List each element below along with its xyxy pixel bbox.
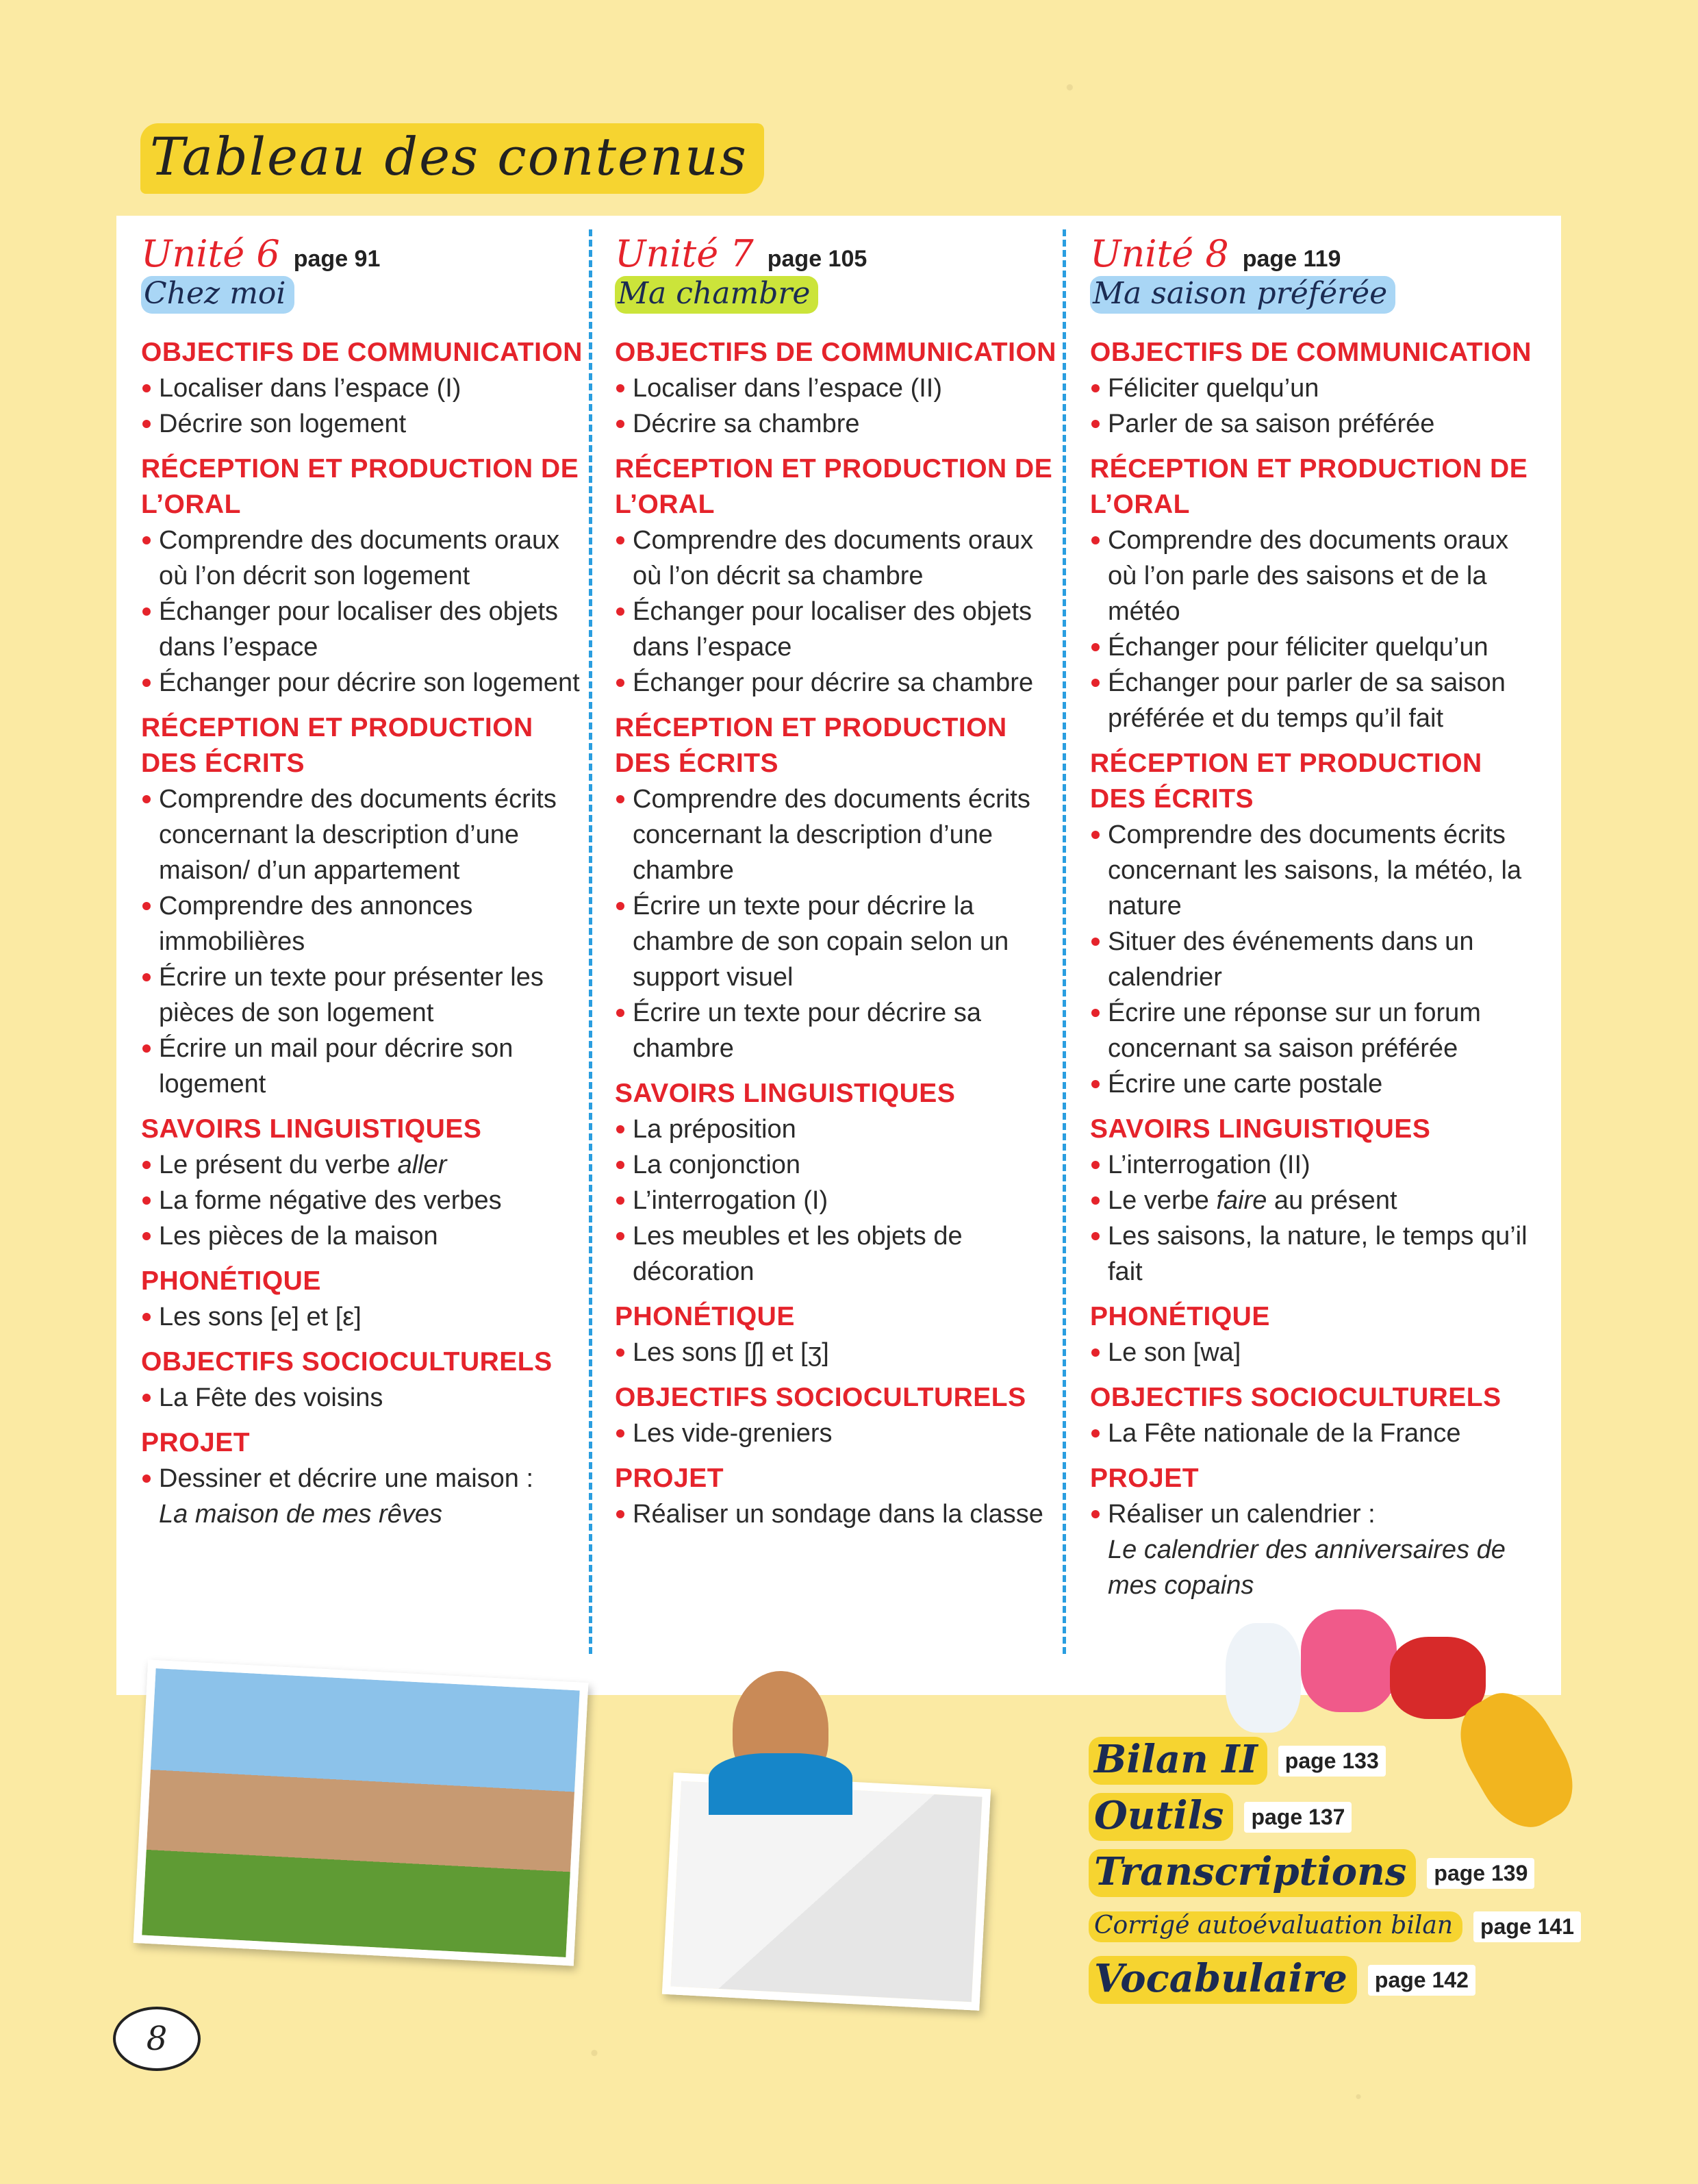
- link-page-ref: page 142: [1368, 1965, 1475, 1996]
- section-list: [615, 371, 1067, 442]
- list-item: L’interrogation (I): [615, 1183, 1067, 1218]
- section-list: [615, 1496, 1067, 1532]
- list-item: Le verbe faire au présent: [1090, 1183, 1542, 1218]
- list-item: Localiser dans l’espace (I): [141, 371, 593, 406]
- link-title[interactable]: Vocabulaire: [1089, 1956, 1357, 2004]
- section-list: [615, 523, 1067, 701]
- list-item: Comprendre des documents oraux où l’on décrit son logement: [141, 523, 593, 594]
- list-item: Comprendre des documents écrits concernant les saisons, la météo, la nature: [1090, 817, 1542, 924]
- unit-column: [141, 232, 593, 1532]
- section-list: [1090, 371, 1542, 442]
- page-title: Tableau des contenus: [140, 123, 764, 194]
- unit-column: [615, 232, 1067, 1532]
- list-item: Décrire son logement: [141, 406, 593, 442]
- list-item: Le présent du verbe aller: [141, 1147, 593, 1183]
- list-item: Réaliser un sondage dans la classe: [615, 1496, 1067, 1532]
- unit-title: Unité 6: [141, 232, 280, 275]
- unit-page-ref: page 119: [1242, 246, 1341, 272]
- unit-subtitle: Ma saison préférée: [1090, 276, 1395, 314]
- section-heading: SAVOIRS LINGUISTIQUES: [615, 1079, 956, 1108]
- unit-header: [141, 232, 593, 276]
- section-heading: PROJET: [141, 1428, 251, 1457]
- link-title[interactable]: Transcriptions: [1089, 1849, 1416, 1897]
- list-item: Comprendre des annonces immobilières: [141, 888, 593, 959]
- list-item: Féliciter quelqu’un: [1090, 371, 1542, 406]
- section-list: [1090, 1335, 1542, 1370]
- list-item: La forme négative des verbes: [141, 1183, 593, 1218]
- section-heading: OBJECTIFS DE COMMUNICATION: [1090, 338, 1532, 367]
- section-list: [141, 523, 593, 701]
- section-heading: PHONÉTIQUE: [141, 1266, 321, 1296]
- section-heading: RÉCEPTION ET PRODUCTION DES ÉCRITS: [1090, 749, 1482, 814]
- list-item: Échanger pour localiser des objets dans l’espace: [141, 594, 593, 665]
- link-title[interactable]: Outils: [1089, 1793, 1233, 1841]
- unit-header: [1090, 232, 1542, 276]
- link-row[interactable]: [1089, 1733, 1581, 1789]
- section-list: [615, 1335, 1067, 1370]
- section-heading: OBJECTIFS SOCIOCULTURELS: [615, 1383, 1026, 1412]
- section-list: [615, 1112, 1067, 1290]
- section-list: [141, 781, 593, 1102]
- section-list: [141, 1299, 593, 1335]
- list-item: Comprendre des documents écrits concernant la description d’une maison/ d’un appartement: [141, 781, 593, 888]
- link-row[interactable]: [1089, 1845, 1581, 1901]
- house-photo: [134, 1659, 589, 1966]
- link-page-ref: page 139: [1427, 1858, 1534, 1889]
- link-title[interactable]: Corrigé autoévaluation bilan: [1089, 1911, 1462, 1942]
- section-heading: RÉCEPTION ET PRODUCTION DE L’ORAL: [1090, 454, 1528, 519]
- section-list: [1090, 523, 1542, 736]
- section-heading: PROJET: [1090, 1464, 1200, 1493]
- unit-title: Unité 8: [1090, 232, 1229, 275]
- list-item: Réaliser un calendrier : Le calendrier des anniversaires de mes copains: [1090, 1496, 1542, 1603]
- section-list: [141, 1461, 593, 1532]
- section-list: [1090, 817, 1542, 1102]
- list-item: La conjonction: [615, 1147, 1067, 1183]
- link-title[interactable]: Bilan II: [1089, 1737, 1267, 1785]
- list-item: Décrire sa chambre: [615, 406, 1067, 442]
- section-list: [1090, 1147, 1542, 1290]
- list-item: Échanger pour parler de sa saison préférée et du temps qu’il fait: [1090, 665, 1542, 736]
- link-page-ref: page 137: [1244, 1802, 1352, 1833]
- link-row[interactable]: [1089, 1952, 1581, 2008]
- unit-page-ref: page 105: [767, 246, 867, 272]
- list-item: Les sons [ʃ] et [ʒ]: [615, 1335, 1067, 1370]
- list-item: Comprendre des documents oraux où l’on parle des saisons et de la météo: [1090, 523, 1542, 629]
- section-list: [141, 1380, 593, 1416]
- unit-subtitle: Ma chambre: [615, 276, 818, 314]
- section-heading: SAVOIRS LINGUISTIQUES: [1090, 1114, 1431, 1144]
- list-item: L’interrogation (II): [1090, 1147, 1542, 1183]
- section-list: [615, 781, 1067, 1066]
- list-item: Comprendre des documents écrits concernant la description d’une chambre: [615, 781, 1067, 888]
- unit-subtitle: Chez moi: [141, 276, 294, 314]
- page-number: 8: [113, 2007, 201, 2071]
- list-item: La Fête des voisins: [141, 1380, 593, 1416]
- section-heading: RÉCEPTION ET PRODUCTION DE L’ORAL: [141, 454, 579, 519]
- list-item: Situer des événements dans un calendrier: [1090, 924, 1542, 995]
- section-list: [141, 371, 593, 442]
- list-item: Les vide-greniers: [615, 1416, 1067, 1451]
- list-item: Échanger pour localiser des objets dans l’espace: [615, 594, 1067, 665]
- section-heading: OBJECTIFS DE COMMUNICATION: [141, 338, 583, 367]
- list-item: Parler de sa saison préférée: [1090, 406, 1542, 442]
- snowman-icon: [1226, 1623, 1301, 1733]
- section-heading: RÉCEPTION ET PRODUCTION DES ÉCRITS: [615, 713, 1007, 778]
- list-item: Les saisons, la nature, le temps qu’il fait: [1090, 1218, 1542, 1290]
- unit-header: [615, 232, 1067, 276]
- section-list: [615, 1416, 1067, 1451]
- list-item: Dessiner et décrire une maison : La maison de mes rêves: [141, 1461, 593, 1532]
- list-item: Localiser dans l’espace (II): [615, 371, 1067, 406]
- list-item: Le son [wa]: [1090, 1335, 1542, 1370]
- unit-title: Unité 7: [615, 232, 754, 275]
- list-item: Échanger pour décrire son logement: [141, 665, 593, 701]
- link-row[interactable]: [1089, 1789, 1581, 1845]
- section-heading: SAVOIRS LINGUISTIQUES: [141, 1114, 482, 1144]
- unit-column: [1090, 232, 1542, 1603]
- contents-panel: [116, 216, 1561, 1695]
- section-list: [141, 1147, 593, 1254]
- list-item: Les pièces de la maison: [141, 1218, 593, 1254]
- list-item: Écrire une carte postale: [1090, 1066, 1542, 1102]
- section-list: [1090, 1496, 1542, 1603]
- section-heading: OBJECTIFS SOCIOCULTURELS: [141, 1347, 553, 1377]
- list-item: Échanger pour féliciter quelqu’un: [1090, 629, 1542, 665]
- section-heading: PROJET: [615, 1464, 724, 1493]
- list-item: Écrire un mail pour décrire son logement: [141, 1031, 593, 1102]
- section-heading: RÉCEPTION ET PRODUCTION DES ÉCRITS: [141, 713, 533, 778]
- list-item: Comprendre des documents oraux où l’on décrit sa chambre: [615, 523, 1067, 594]
- section-heading: OBJECTIFS DE COMMUNICATION: [615, 338, 1056, 367]
- section-heading: RÉCEPTION ET PRODUCTION DE L’ORAL: [615, 454, 1053, 519]
- girl-shirt: [709, 1753, 852, 1815]
- list-item: Écrire un texte pour présenter les pièces de son logement: [141, 959, 593, 1031]
- link-page-ref: page 141: [1473, 1911, 1581, 1942]
- list-item: La Fête nationale de la France: [1090, 1416, 1542, 1451]
- list-item: Écrire une réponse sur un forum concernant sa saison préférée: [1090, 995, 1542, 1066]
- tulips-icon: [1301, 1609, 1397, 1712]
- section-heading: OBJECTIFS SOCIOCULTURELS: [1090, 1383, 1501, 1412]
- section-heading: PHONÉTIQUE: [615, 1302, 795, 1331]
- section-heading: PHONÉTIQUE: [1090, 1302, 1270, 1331]
- list-item: Les sons [e] et [ε]: [141, 1299, 593, 1335]
- extra-links: [1089, 1733, 1581, 2008]
- unit-page-ref: page 91: [293, 246, 381, 272]
- list-item: Écrire un texte pour décrire sa chambre: [615, 995, 1067, 1066]
- link-page-ref: page 133: [1278, 1746, 1386, 1777]
- section-list: [1090, 1416, 1542, 1451]
- list-item: Les meubles et les objets de décoration: [615, 1218, 1067, 1290]
- list-item: La préposition: [615, 1112, 1067, 1147]
- list-item: Échanger pour décrire sa chambre: [615, 665, 1067, 701]
- link-row[interactable]: [1089, 1901, 1581, 1952]
- list-item: Écrire un texte pour décrire la chambre de son copain selon un support visuel: [615, 888, 1067, 995]
